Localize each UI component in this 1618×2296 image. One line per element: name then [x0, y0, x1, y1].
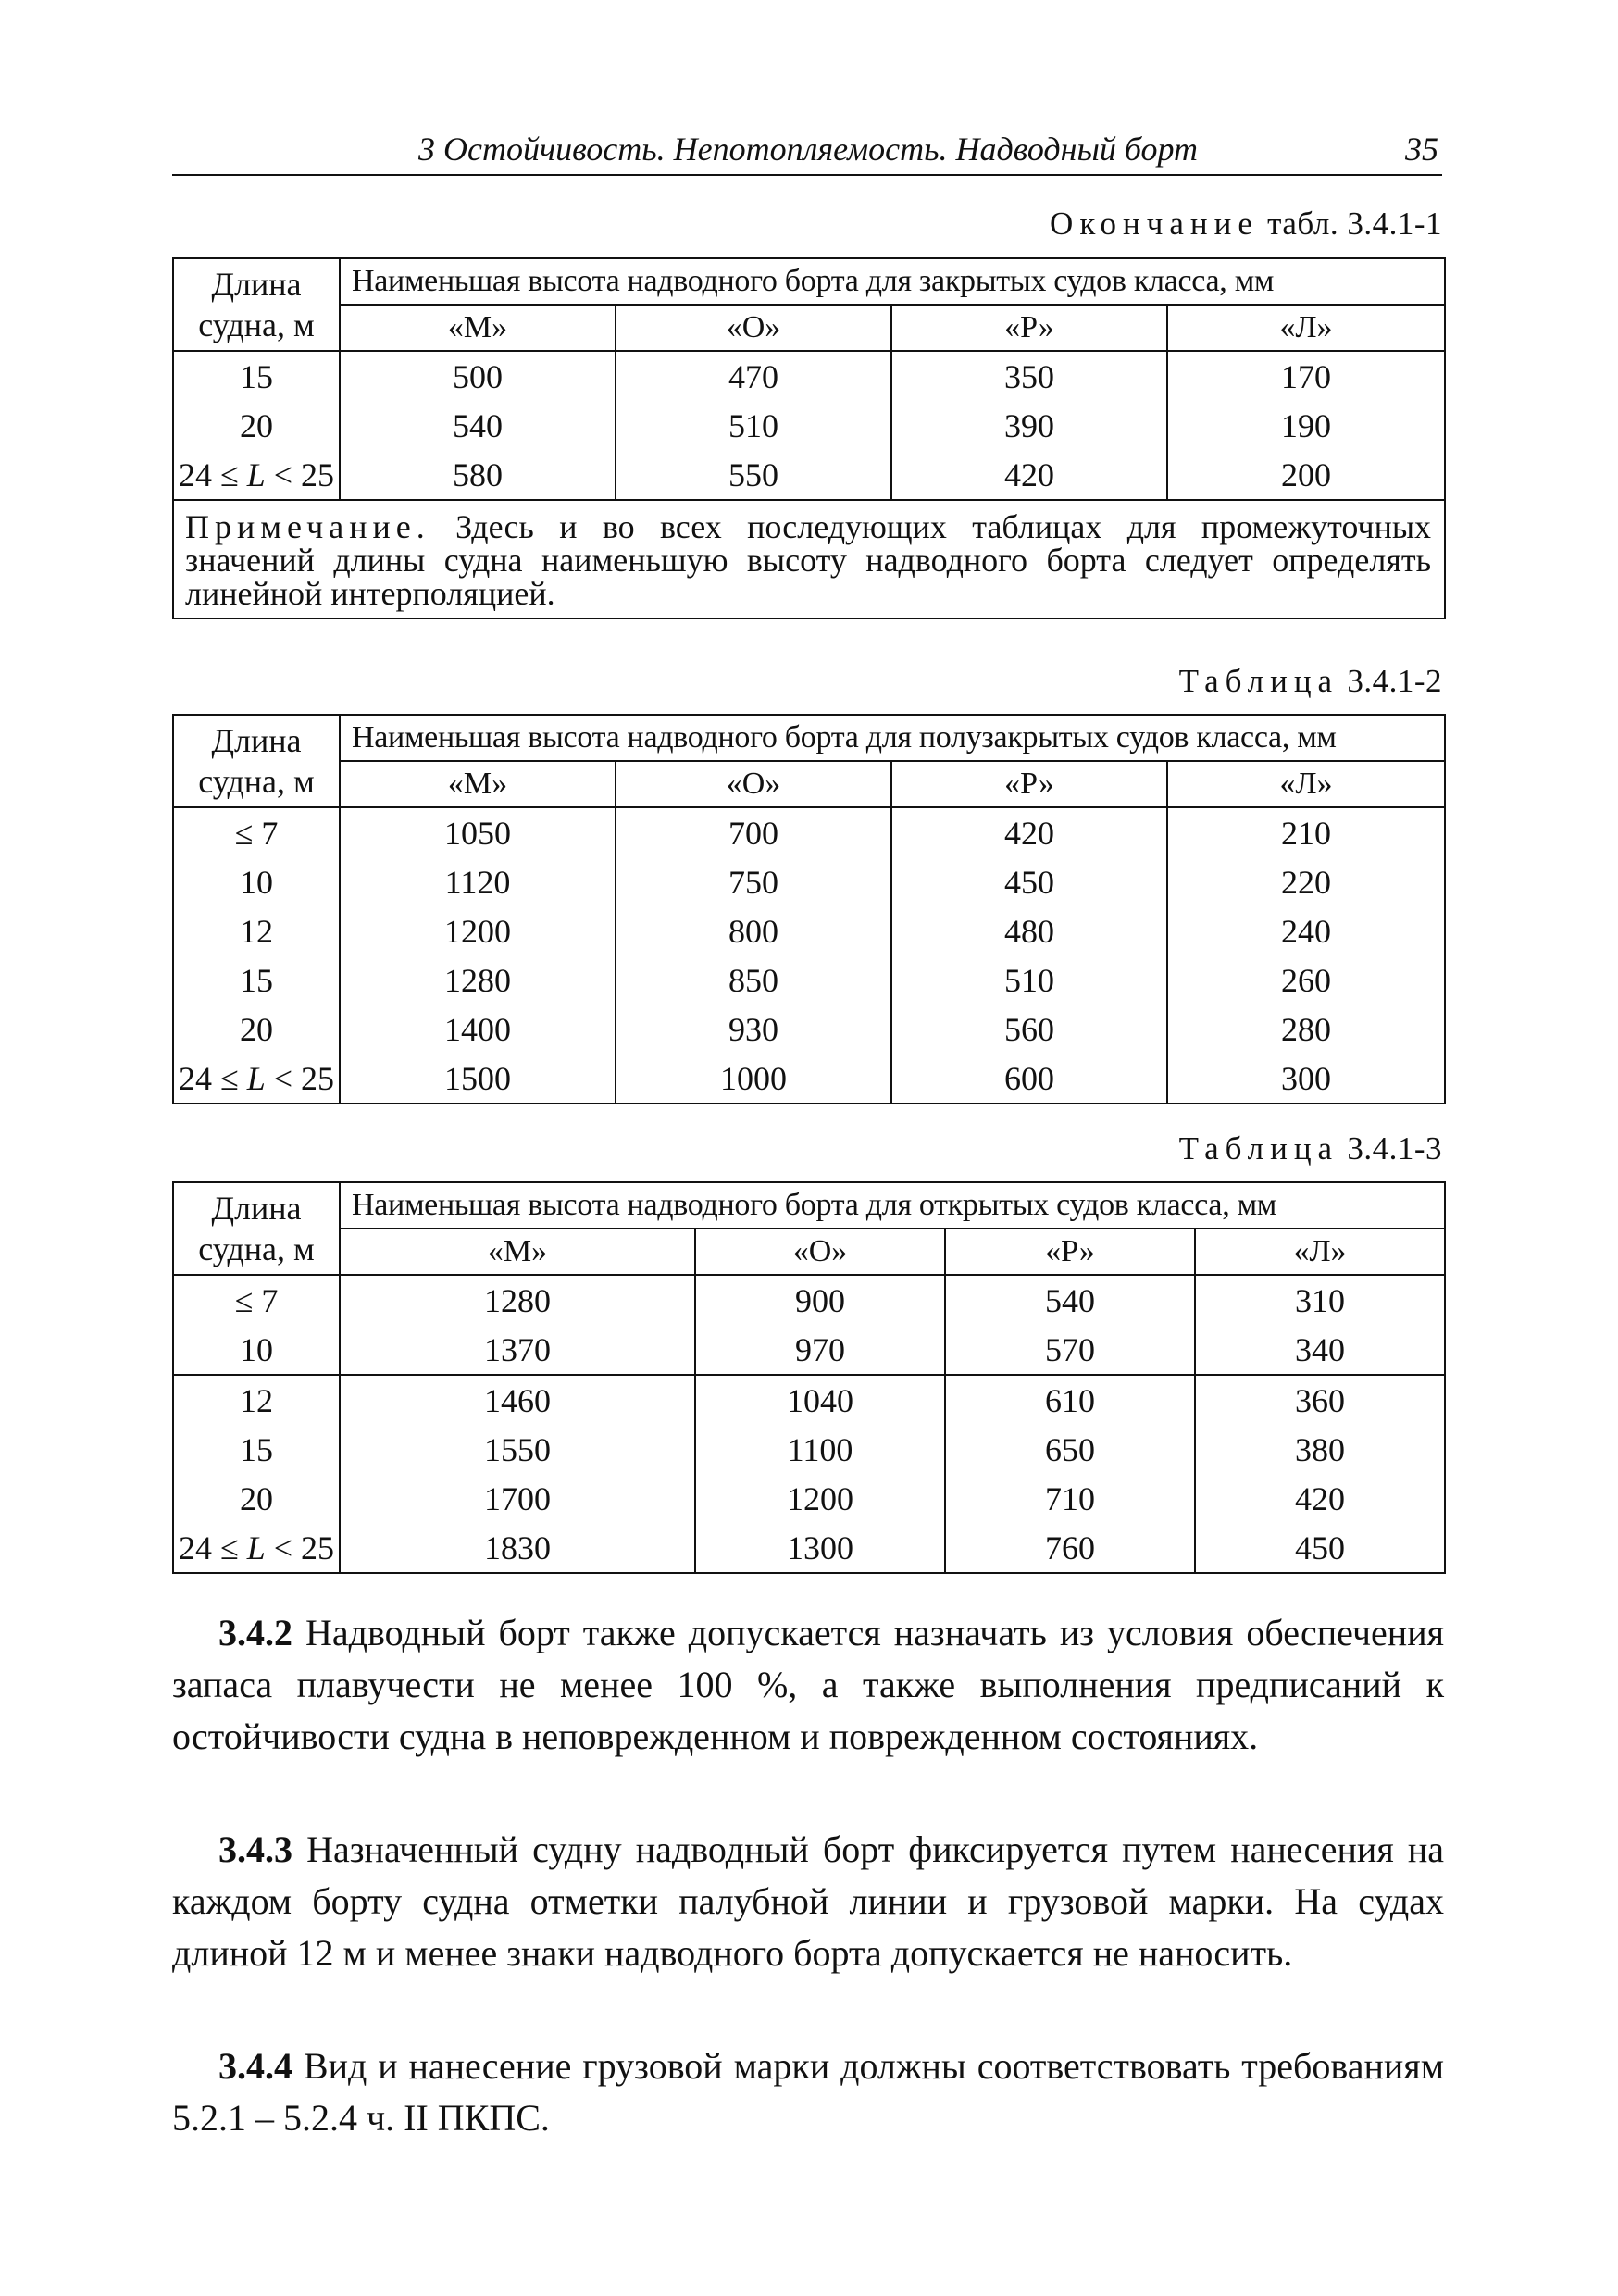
- table-row: 20 1700 1200 710 420: [173, 1474, 1445, 1523]
- class-header-o: «О»: [616, 305, 891, 351]
- class-header-m: «М»: [340, 305, 616, 351]
- class-header-l: «Л»: [1195, 1229, 1445, 1275]
- table-row: 15 500 470 350 170: [173, 351, 1445, 401]
- length-header: Длина судна, м: [173, 715, 340, 807]
- table-row: 24 ≤ L < 25 580 550 420 200: [173, 450, 1445, 500]
- table-row: 10 1370 970 570 340: [173, 1325, 1445, 1375]
- length-header: Длина судна, м: [173, 258, 340, 351]
- class-header-l: «Л»: [1167, 761, 1445, 807]
- table-title: Наименьшая высота надводного борта для полузакрытых судов класса, мм: [340, 715, 1445, 761]
- paragraph-3-4-4: [172, 2040, 1444, 2144]
- paragraph-text: Надводный борт также допускается назначать из условия обеспечения запаса плавучести не менее 100 %, а также выполнения предписаний к остойчивости судна в неповрежденном и поврежденном состояниях.: [172, 1612, 1444, 1757]
- table1-caption-ref: табл. 3.4.1-1: [1267, 206, 1442, 242]
- table2-caption: Таблица 3.4.1-2: [1178, 663, 1442, 699]
- class-header-o: «О»: [695, 1229, 945, 1275]
- class-header-m: «М»: [340, 761, 616, 807]
- paragraph-text: Вид и нанесение грузовой марки должны соответствовать требованиям 5.2.1 – 5.2.4 ч. II ПКПС.: [172, 2045, 1445, 2139]
- table-row: 24 ≤ L < 25 1500 1000 600 300: [173, 1054, 1445, 1104]
- table1-caption-word: Окончание: [1050, 206, 1259, 242]
- table-row: 20 1400 930 560 280: [173, 1004, 1445, 1054]
- table-row: 15 1550 1100 650 380: [173, 1425, 1445, 1474]
- class-header-o: «О»: [616, 761, 891, 807]
- paragraph-3-4-3: [172, 1824, 1444, 1979]
- table-row: ≤ 7 1280 900 540 310: [173, 1275, 1445, 1325]
- table-row: ≤ 7 1050 700 420 210: [173, 807, 1445, 857]
- table-row: 20 540 510 390 190: [173, 401, 1445, 450]
- table-row: 12 1460 1040 610 360: [173, 1375, 1445, 1425]
- paragraph-number: 3.4.2: [218, 1612, 292, 1653]
- table-row: 12 1200 800 480 240: [173, 906, 1445, 955]
- class-header-r: «Р»: [891, 761, 1167, 807]
- table-row: 24 ≤ L < 25 1830 1300 760 450: [173, 1523, 1445, 1573]
- table-title: Наименьшая высота надводного борта для открытых судов класса, мм: [340, 1182, 1445, 1229]
- length-header: Длина судна, м: [173, 1182, 340, 1275]
- table-semi-closed-vessels: [172, 714, 1446, 1104]
- note-text: Здесь и во всех последующих таблицах для промежуточных значений длины судна наименьшую высоту надводного борта следует определять линейной интерполяцией.: [185, 508, 1432, 612]
- table-closed-vessels: [172, 257, 1446, 619]
- class-header-r: «Р»: [891, 305, 1167, 351]
- section-title: 3 Остойчивость. Непотопляемость. Надводный борт: [418, 131, 1198, 168]
- table-row: 10 1120 750 450 220: [173, 857, 1445, 906]
- table3-caption: Таблица 3.4.1-3: [1178, 1130, 1442, 1167]
- paragraph-number: 3.4.3: [218, 1828, 292, 1870]
- page-number: 35: [1405, 131, 1438, 168]
- paragraph-text: Назначенный судну надводный борт фиксируется путем нанесения на каждом борту судна отметки палубной линии и грузовой марки. На судах длиной 12 м и менее знаки надводного борта допускается не наносить.: [172, 1828, 1444, 1974]
- class-header-l: «Л»: [1167, 305, 1445, 351]
- table1-caption: [1050, 206, 1442, 243]
- class-header-r: «Р»: [945, 1229, 1195, 1275]
- paragraph-number: 3.4.4: [218, 2045, 292, 2087]
- class-header-m: «М»: [340, 1229, 695, 1275]
- paragraph-3-4-2: [172, 1607, 1444, 1763]
- table-title: Наименьшая высота надводного борта для закрытых судов класса, мм: [340, 258, 1445, 305]
- note-label: Примечание.: [185, 508, 430, 545]
- table-note: [173, 500, 1445, 618]
- table-open-vessels: [172, 1181, 1446, 1574]
- running-header: [172, 126, 1442, 176]
- table-row: 15 1280 850 510 260: [173, 955, 1445, 1004]
